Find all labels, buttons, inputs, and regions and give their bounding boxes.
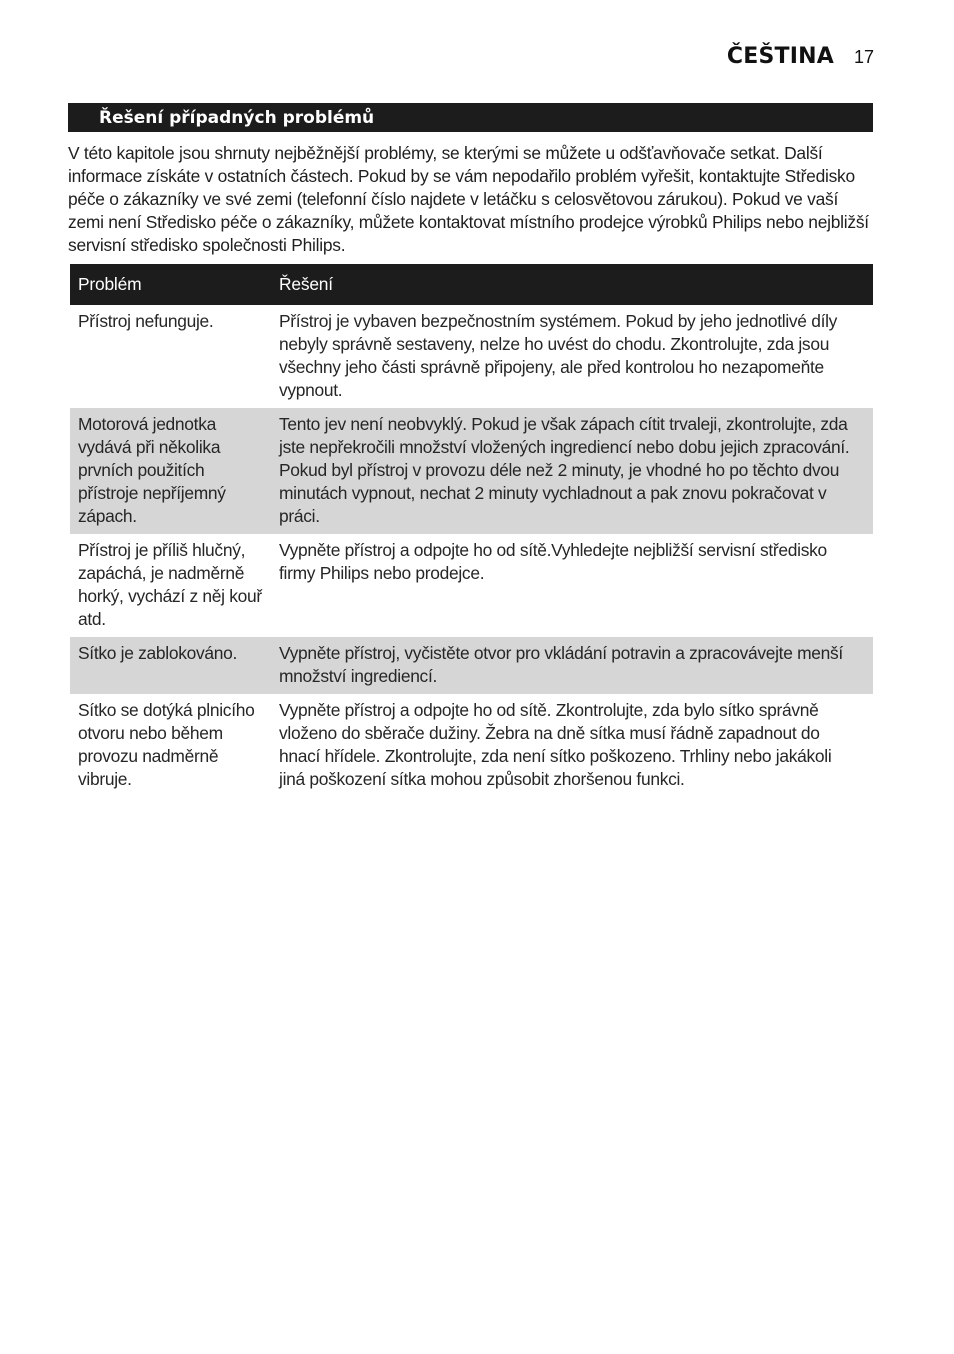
cell-solution: Vypněte přístroj, vyčistěte otvor pro vkládání potravin a zpracovávejte menší množství ingrediencí. [271,637,873,694]
section-title: Řešení případných problémů [99,107,375,128]
page-number: 17 [853,47,874,67]
cell-problem: Sítko se dotýká plnicího otvoru nebo během provozu nadměrně vibruje. [78,700,255,789]
cell-problem: Motorová jednotka vydává při několika prvních použitích přístroje nepříjemný zápach. [70,408,271,534]
cell-solution: Tento jev není neobvyklý. Pokud je však zápach cítit trvaleji, zkontrolujte, zda jste nepřekročili množství vložených ingrediencí nebo dobu jejich zpracování. Pokud byl přístroj v provozu déle než 2 minuty, je vhodné ho po těchto dvou minutách vypnout, nechat 2 minuty vychladnout a pak znovu pokračovat v práci. [271,408,873,534]
troubleshooting-table [70,264,873,797]
table-header-row [70,264,873,305]
cell-problem: Přístroj nefunguje. [78,311,214,331]
table-row [70,534,873,637]
table-row [70,637,873,694]
cell-problem: Přístroj je příliš hlučný, zapáchá, je nadměrně horký, vychází z něj kouř atd. [78,540,262,629]
cell-solution: Vypněte přístroj a odpojte ho od sítě.Vyhledejte nejbližší servisní středisko firmy Philips nebo prodejce. [279,540,827,583]
cell-solution: Vypněte přístroj a odpojte ho od sítě. Zkontrolujte, zda bylo sítko správně vloženo do sběrače dužiny. Žebra na dně sítka musí řádně zapadnout do hnací hřídele. Zkontrolujte, zda není sítko poškozeno. Trhliny nebo jakákoli jiná poškození sítka mohou způsobit zhoršenou funkci. [279,700,832,789]
column-header-solution: Řešení [271,264,873,305]
section-heading-bar [68,103,873,132]
table-row [70,408,873,534]
page-header [727,44,874,69]
language-label: ČEŠTINA [726,44,834,69]
cell-problem: Sítko je zablokováno. [70,637,271,694]
table-row [70,305,873,408]
intro-paragraph: V této kapitole jsou shrnuty nejběžnější problémy, se kterými se můžete u odšťavňovače setkat. Další informace získáte v ostatních částech. Pokud by se vám nepodařilo problém vyřešit, kontaktujte Středisko péče o zákazníky ve své zemi (telefonní číslo najdete v letáčku s celosvětovou zárukou). Pokud ve vaší zemi není Středisko péče o zákazníky, můžete kontaktovat místního prodejce výrobků Philips nebo nejbližší servisní středisko společnosti Philips. [68,143,869,255]
cell-solution: Přístroj je vybaven bezpečnostním systémem. Pokud by jeho jednotlivé díly nebyly správně sestaveny, nelze ho uvést do chodu. Zkontrolujte, zda jsou všechny jeho části správně připojeny, ale před kontrolou ho nezapomeňte vypnout. [279,311,838,400]
column-header-problem: Problém [70,264,271,305]
table-row [70,694,873,797]
